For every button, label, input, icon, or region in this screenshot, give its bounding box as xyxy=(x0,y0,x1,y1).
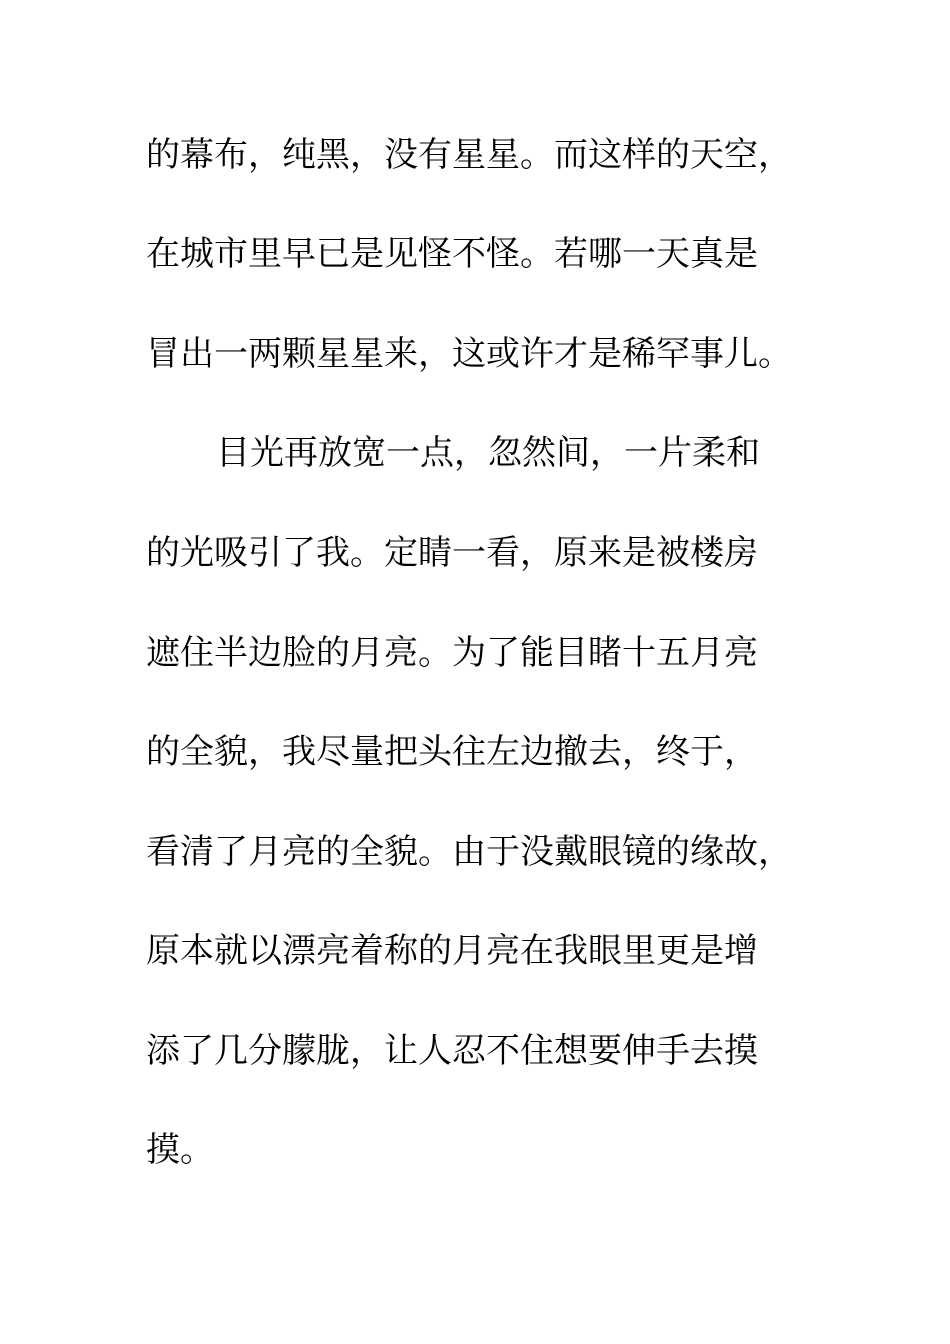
text-line: 原本就以漂亮着称的月亮在我眼里更是增 xyxy=(146,931,758,971)
text-line: 摸。 xyxy=(146,1130,214,1170)
text-line: 看清了月亮的全貌。由于没戴眼镜的缘故， xyxy=(146,832,792,872)
text-line: 冒出一两颗星星来，这或许才是稀罕事儿。 xyxy=(146,334,792,374)
paragraph-first-line: 目光再放宽一点，忽然间，一片柔和 xyxy=(216,433,760,473)
text-line: 添了几分朦胧，让人忍不住想要伸手去摸 xyxy=(146,1031,758,1071)
text-line: 的幕布，纯黑，没有星星。而这样的天空， xyxy=(146,135,792,175)
text-line: 的全貌，我尽量把头往左边撤去，终于， xyxy=(146,732,758,772)
text-line: 遮住半边脸的月亮。为了能目睹十五月亮 xyxy=(146,633,758,673)
text-line: 在城市里早已是见怪不怪。若哪一天真是 xyxy=(146,234,758,274)
text-line: 的光吸引了我。定睛一看，原来是被楼房 xyxy=(146,533,758,573)
